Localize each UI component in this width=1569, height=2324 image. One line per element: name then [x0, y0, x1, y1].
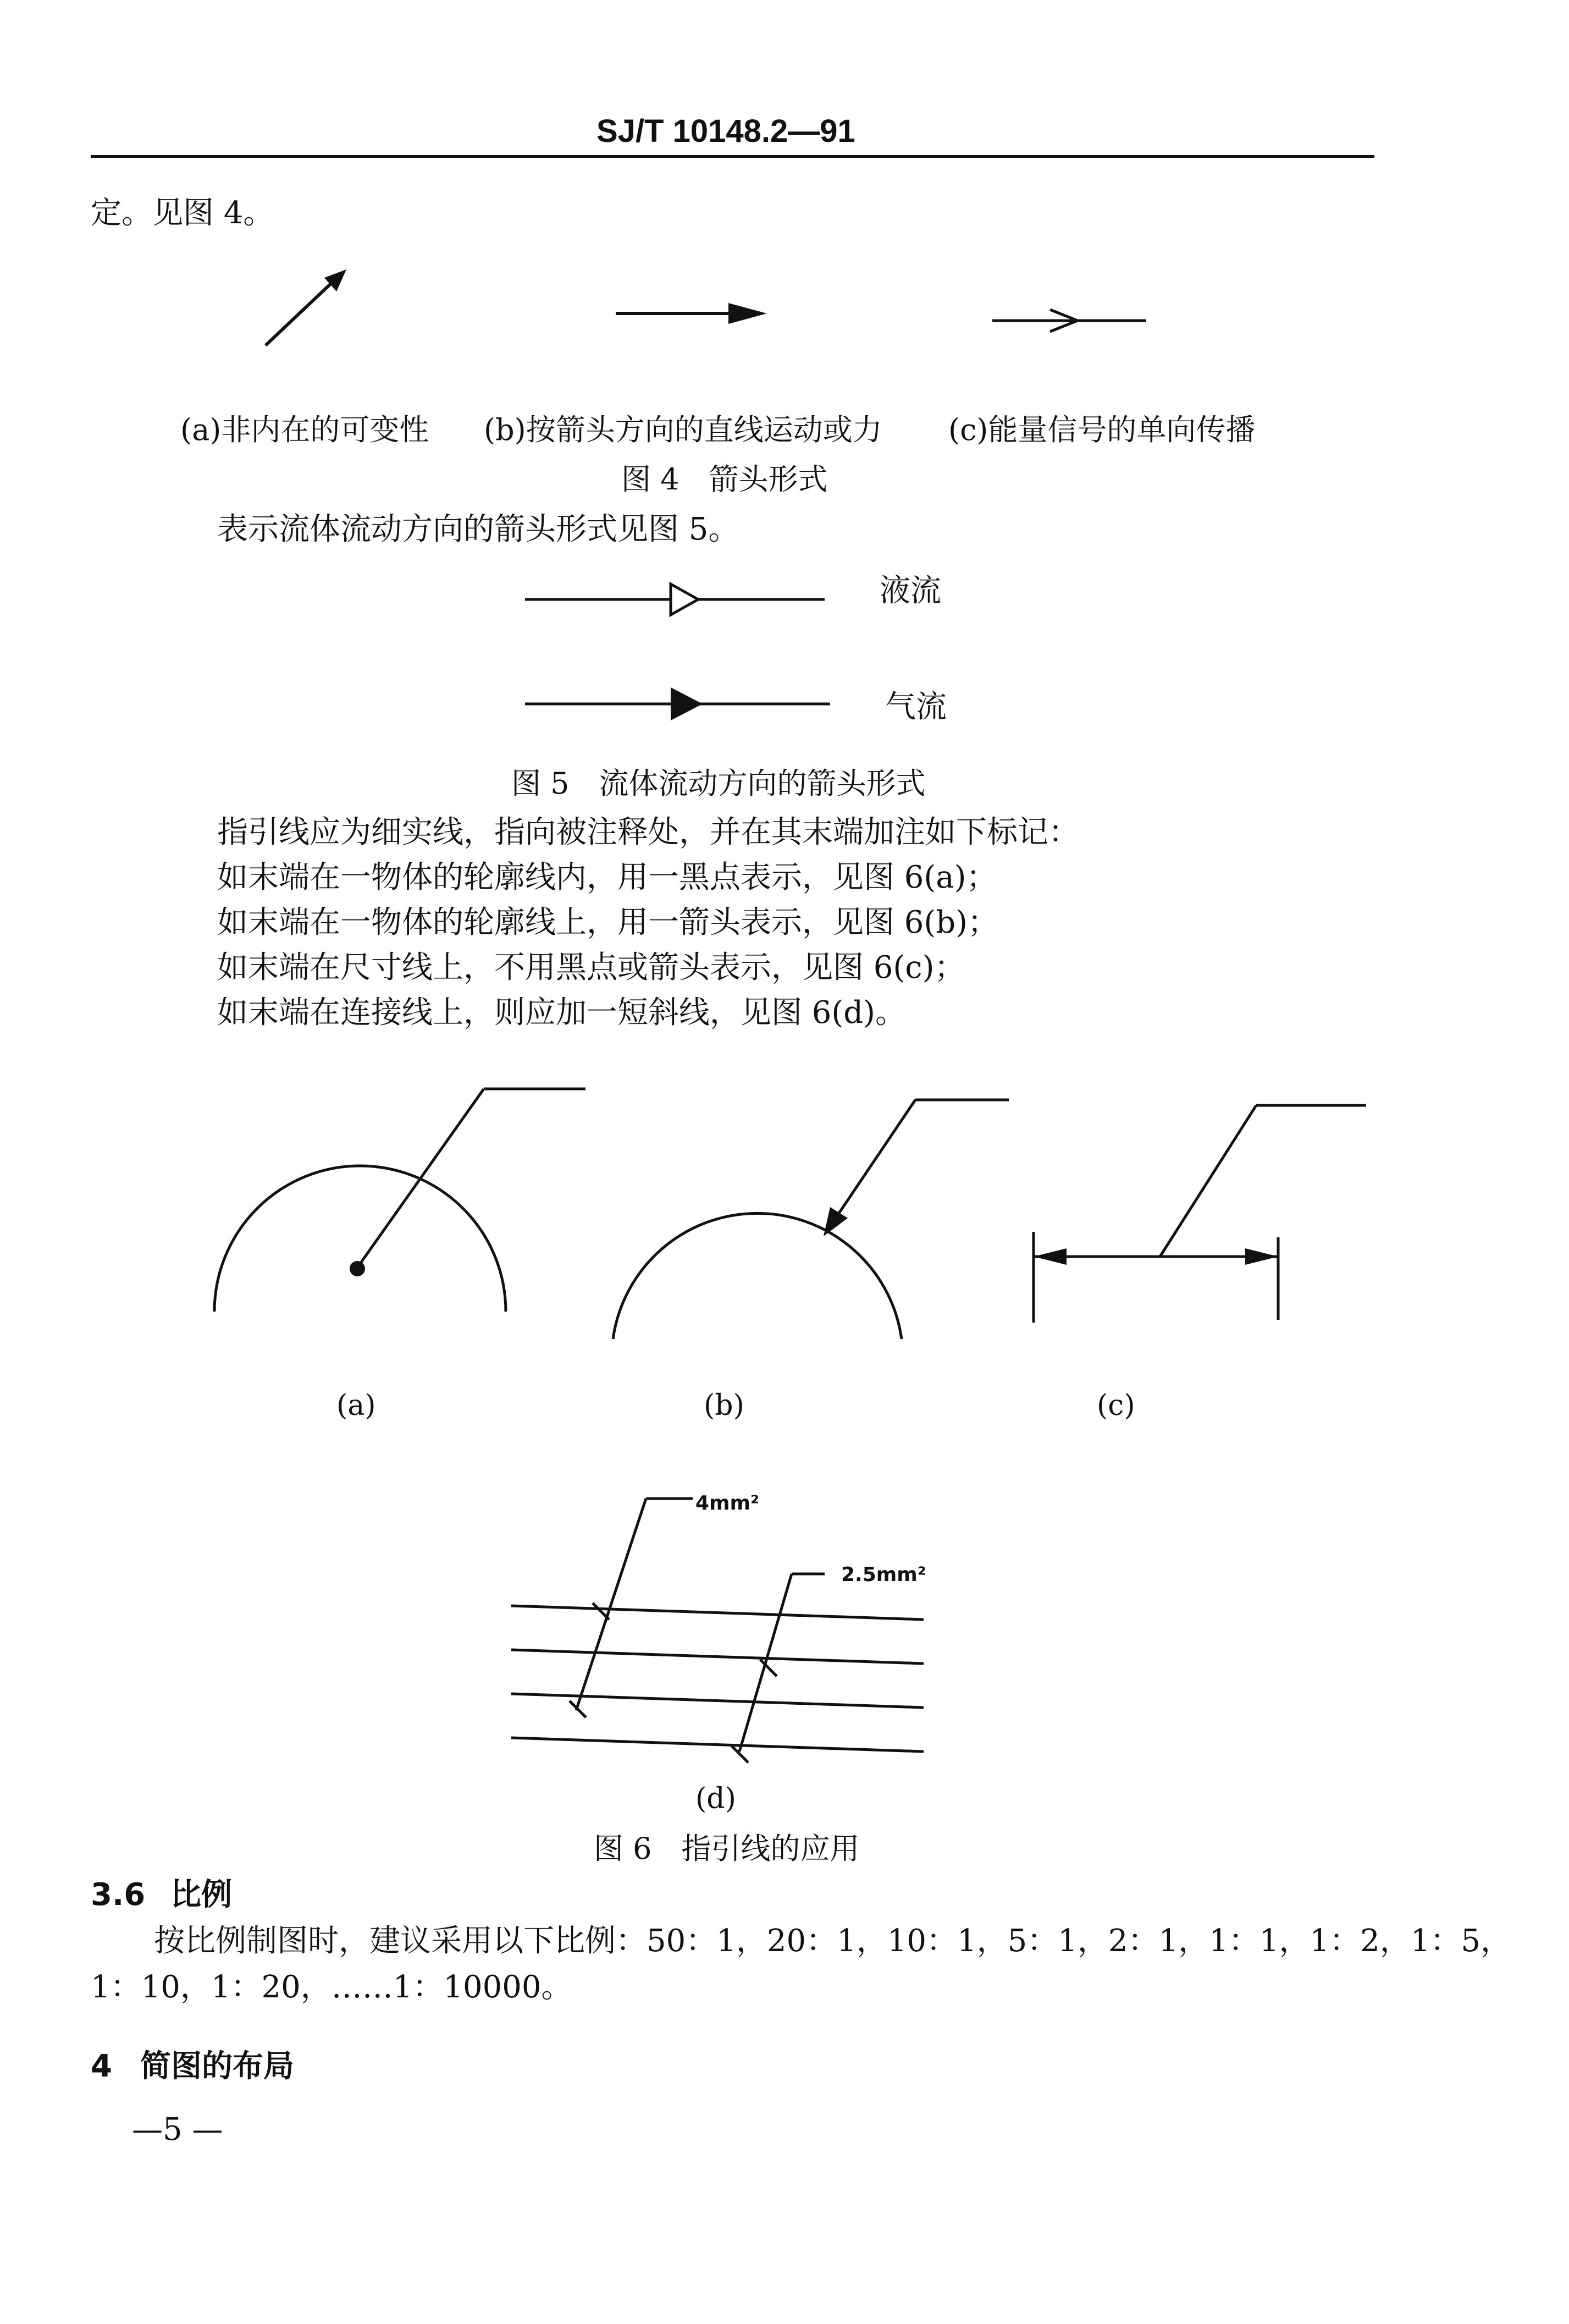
fig6-label-a: (a) [336, 1389, 376, 1422]
scale-line-1: 按比例制图时，建议采用以下比例：50：1，20：1，10：1，5：1，2：1，1：1，1：2，1：5， [154, 1923, 1511, 1959]
fig5-gas-label: 气流 [885, 689, 947, 725]
fig4-label-c: (c)能量信号的单向传播 [948, 412, 1256, 447]
fig6-caption: 图 6 指引线的应用 [594, 1831, 860, 1866]
fig6-label-d: (d) [695, 1782, 736, 1815]
section-3-6-number: 3.6 [91, 1877, 146, 1913]
fig4-label-b: (b)按箭头方向的直线运动或力 [484, 412, 882, 447]
leader-paragraph-2: 如末端在一物体的轮廓线内，用一黑点表示，见图 6(a)； [217, 860, 997, 895]
leader-paragraph-4: 如末端在尺寸线上，不用黑点或箭头表示，见图 6(c)； [217, 950, 965, 985]
leader-paragraph-3: 如末端在一物体的轮廓线上，用一箭头表示，见图 6(b)； [217, 905, 998, 940]
scale-line-2: 1：10，1：20，……1：10000。 [91, 1969, 572, 2005]
fig6-label-b: (b) [704, 1389, 744, 1422]
leader-paragraph-1: 指引线应为细实线，指向被注释处，并在其末端加注如下标记： [217, 814, 1079, 850]
wire-label-2-5mm: 2.5mm² [841, 1563, 926, 1586]
leader-paragraph-5: 如末端在连接线上，则应加一短斜线，见图 6(d)。 [217, 995, 906, 1031]
section-4-number: 4 [91, 2048, 112, 2084]
intro-line: 定。见图 4。 [91, 195, 274, 231]
fig4-label-a: (a)非内在的可变性 [180, 412, 429, 447]
fig4-caption: 图 4 箭头形式 [621, 462, 828, 497]
wire-label-4mm: 4mm² [695, 1492, 759, 1515]
page-number: —5 — [132, 2112, 223, 2147]
fig6-label-c: (c) [1097, 1389, 1135, 1422]
fig5-caption: 图 5 流体流动方向的箭头形式 [511, 766, 926, 801]
section-4-title: 简图的布局 [140, 2048, 294, 2084]
fluid-paragraph: 表示流体流动方向的箭头形式见图 5。 [217, 511, 739, 547]
section-3-6-title: 比例 [170, 1877, 232, 1913]
standard-number: SJ/T 10148.2—91 [596, 113, 855, 149]
fig5-liquid-label: 液流 [880, 573, 941, 609]
